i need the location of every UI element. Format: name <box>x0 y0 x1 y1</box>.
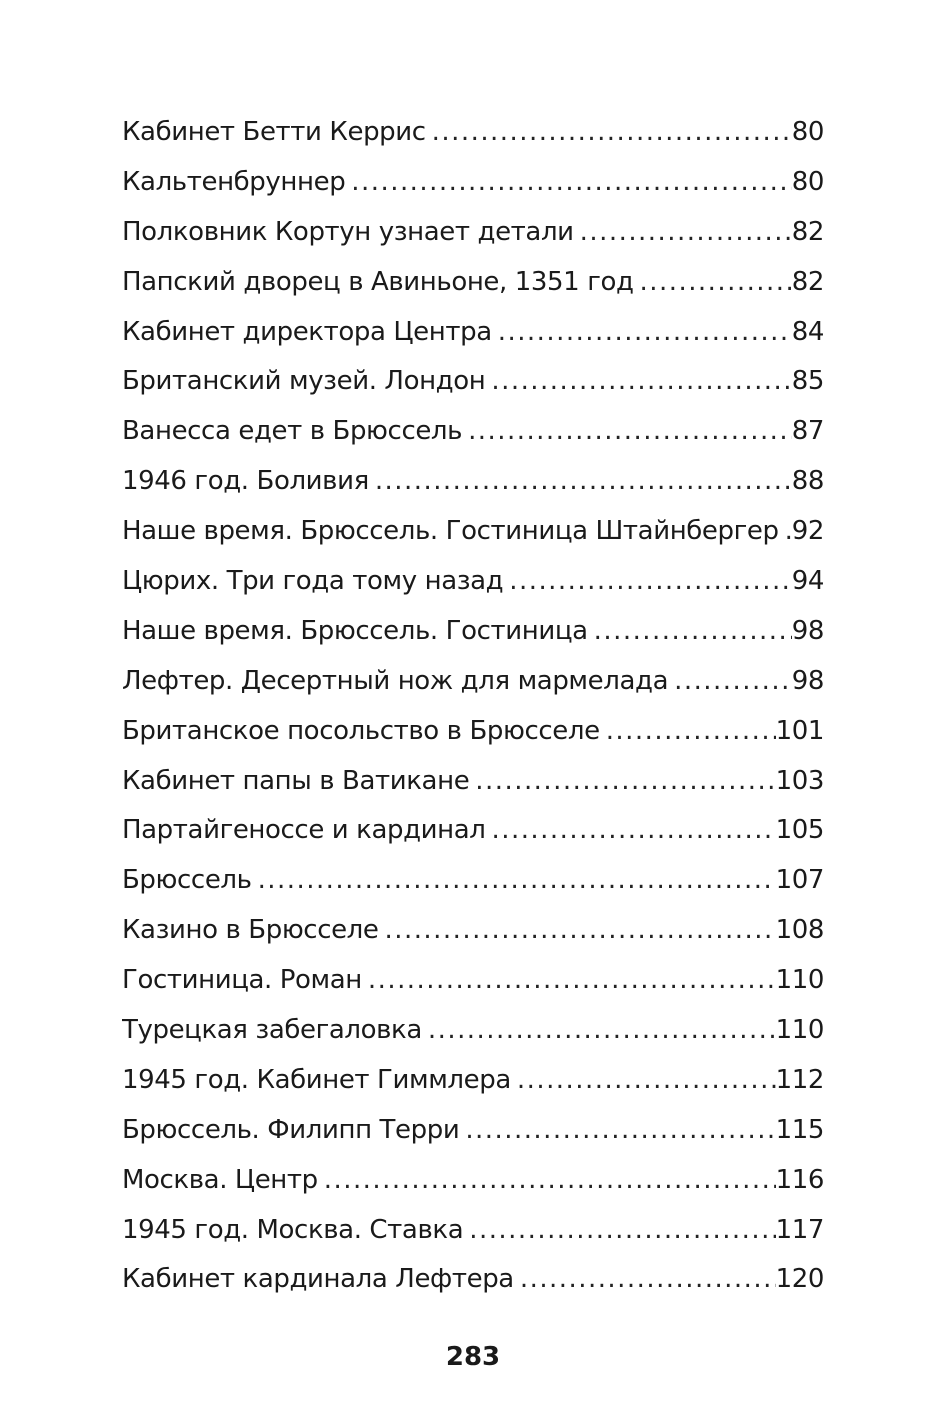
toc-dot-leader <box>469 757 775 807</box>
toc-entry-title: Полковник Кортун узнает детали <box>122 216 574 247</box>
page-number: 283 <box>445 1342 501 1372</box>
toc-entry-page: 98 <box>791 665 824 696</box>
toc-dot-leader <box>459 1106 775 1156</box>
toc-entry[interactable] <box>122 806 824 856</box>
toc-entry-title: 1945 год. Москва. Ставка <box>122 1214 464 1245</box>
toc-dot-leader <box>668 657 792 707</box>
toc-entry-page: 80 <box>791 166 824 197</box>
toc-entry-page: 80 <box>791 117 824 147</box>
toc-entry-page: 105 <box>775 815 824 846</box>
toc-entry-title: Гостиница. Роман <box>122 965 362 996</box>
toc-dot-leader <box>779 507 792 557</box>
toc-entry[interactable] <box>122 407 824 457</box>
toc-entry-title: Кабинет Бетти Керрис <box>122 117 426 147</box>
toc-dot-leader <box>503 557 791 607</box>
toc-entry[interactable] <box>122 258 824 308</box>
toc-entry-page: 117 <box>775 1214 824 1245</box>
toc-entry-page: 94 <box>791 566 824 597</box>
toc-dot-leader <box>574 208 792 258</box>
toc-entry-title: Цюрих. Три года тому назад <box>122 566 504 597</box>
toc-dot-leader <box>511 1056 776 1106</box>
toc-entry[interactable] <box>122 856 824 906</box>
toc-entry-page: 101 <box>775 715 824 746</box>
toc-entry-page: 84 <box>791 316 824 347</box>
toc-entry-page: 92 <box>791 516 824 547</box>
toc-dot-leader <box>634 258 792 308</box>
toc-dot-leader <box>514 1255 776 1305</box>
toc-entry[interactable] <box>122 657 824 707</box>
toc-entry-title: Кабинет папы в Ватикане <box>122 765 470 796</box>
toc-dot-leader <box>463 1206 775 1256</box>
toc-entry-page: 120 <box>775 1264 824 1295</box>
toc-entry-title: Наше время. Брюссель. Гостиница <box>122 615 588 646</box>
toc-entry[interactable] <box>122 1255 824 1305</box>
toc-dot-leader <box>362 956 776 1006</box>
toc-entry[interactable] <box>122 1056 824 1106</box>
toc-entry-title: Папский дворец в Авиньоне, 1351 год <box>122 266 634 297</box>
toc-entry-title: Британский музей. Лондон <box>122 366 486 397</box>
toc-entry-page: 112 <box>775 1064 824 1095</box>
toc-entry-title: Ванесса едет в Брюссель <box>122 416 463 447</box>
toc-entry-page: 85 <box>791 366 824 397</box>
table-of-contents <box>122 108 824 1305</box>
toc-entry-page: 110 <box>775 1015 824 1046</box>
toc-dot-leader <box>252 856 776 906</box>
toc-entry-page: 115 <box>775 1114 824 1145</box>
toc-entry-title: Казино в Брюсселе <box>122 915 379 946</box>
toc-entry[interactable] <box>122 1106 824 1156</box>
toc-entry[interactable] <box>122 357 824 407</box>
toc-entry[interactable] <box>122 557 824 607</box>
toc-entry[interactable] <box>122 1206 824 1256</box>
toc-entry[interactable] <box>122 208 824 258</box>
toc-entry-title: Турецкая забегаловка <box>122 1015 422 1046</box>
toc-dot-leader <box>486 806 776 856</box>
toc-entry-page: 108 <box>775 915 824 946</box>
toc-entry-page: 88 <box>791 466 824 497</box>
toc-entry-title: Москва. Центр <box>122 1164 318 1195</box>
toc-dot-leader <box>485 357 791 407</box>
toc-entry-page: 116 <box>775 1164 824 1195</box>
toc-dot-leader <box>588 607 792 657</box>
toc-entry-title: Лефтер. Десертный нож для мармелада <box>122 665 669 696</box>
toc-dot-leader <box>426 108 792 158</box>
toc-entry[interactable] <box>122 906 824 956</box>
toc-dot-leader <box>422 1006 776 1056</box>
toc-entry-page: 107 <box>775 865 824 896</box>
toc-entry-title: Партайгеноссе и кардинал <box>122 815 486 846</box>
toc-entry[interactable] <box>122 507 824 557</box>
toc-entry[interactable] <box>122 158 824 208</box>
toc-entry-title: Наше время. Брюссель. Гостиница Штайнбергер <box>122 516 779 547</box>
toc-dot-leader <box>345 158 791 208</box>
toc-entry[interactable] <box>122 108 824 158</box>
toc-entry[interactable] <box>122 607 824 657</box>
toc-entry-page: 87 <box>791 416 824 447</box>
toc-entry[interactable] <box>122 1156 824 1206</box>
toc-dot-leader <box>492 308 792 358</box>
toc-entry-title: Кабинет директора Центра <box>122 316 492 347</box>
toc-entry[interactable] <box>122 1006 824 1056</box>
toc-entry[interactable] <box>122 757 824 807</box>
toc-entry-page: 110 <box>775 965 824 996</box>
toc-dot-leader <box>379 906 776 956</box>
toc-entry-page: 82 <box>791 216 824 247</box>
toc-dot-leader <box>369 457 792 507</box>
toc-entry-title: 1945 год. Кабинет Гиммлера <box>122 1064 511 1095</box>
toc-entry-title: Брюссель. Филипп Терри <box>122 1114 460 1145</box>
toc-dot-leader <box>600 707 776 757</box>
toc-entry-title: Брюссель <box>122 865 252 896</box>
toc-dot-leader <box>318 1156 776 1206</box>
toc-entry-page: 103 <box>775 765 824 796</box>
toc-dot-leader <box>462 407 792 457</box>
toc-entry-title: 1946 год. Боливия <box>122 466 369 497</box>
toc-entry-title: Кальтенбруннер <box>122 166 346 197</box>
toc-entry-page: 98 <box>791 615 824 646</box>
toc-entry[interactable] <box>122 707 824 757</box>
toc-entry[interactable] <box>122 308 824 358</box>
toc-entry-title: Кабинет кардинала Лефтера <box>122 1264 514 1295</box>
toc-entry-title: Британское посольство в Брюсселе <box>122 715 600 746</box>
toc-entry[interactable] <box>122 457 824 507</box>
toc-entry[interactable] <box>122 956 824 1006</box>
toc-entry-page: 82 <box>791 266 824 297</box>
